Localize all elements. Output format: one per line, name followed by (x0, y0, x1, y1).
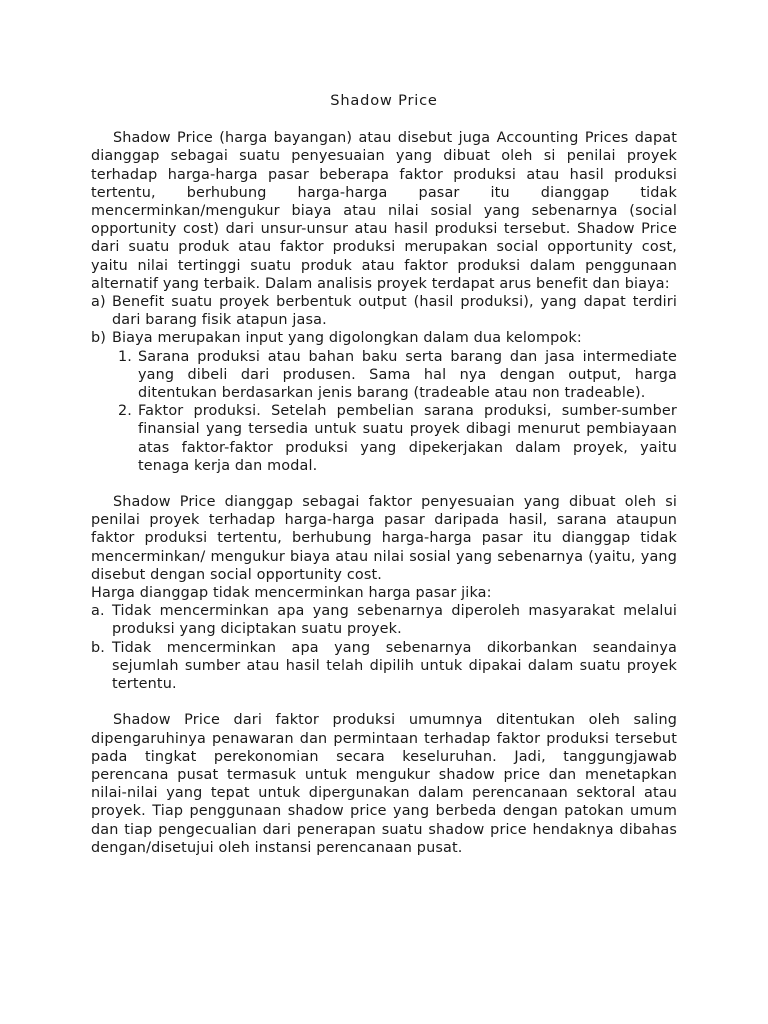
list-item (91, 639, 677, 694)
list-item-text: Biaya merupakan input yang digolongkan dalam dua kelompok: (112, 330, 582, 347)
list-item-text: Sarana produksi atau bahan baku serta barang dan jasa intermediate yang dibeli dari produsen. Sama hal nya dengan output, harga ditentukan berdasarkan jenis barang (tradeable atau non tradeable). (138, 348, 677, 402)
sublist-item (118, 348, 677, 403)
list-item (91, 602, 677, 638)
list-item-text: Faktor produksi. Setelah pembelian sarana produksi, sumber-sumber finansial yang tersedia untuk suatu proyek dibagi menurut pembiayaan atas faktor-faktor produksi yang dipekerjakan dalam proyek, yaitu tenaga kerja dan modal. (138, 403, 677, 474)
paragraph-gap (91, 693, 677, 711)
list-marker: b. (91, 639, 106, 656)
list-marker: b) (91, 330, 107, 347)
paragraph-3: Shadow Price dari faktor produksi umumnya ditentukan oleh saling dipengaruhinya penawaran dan permintaan terhadap faktor produksi tersebut pada tingkat perekonomian secara keseluruhan. Jadi, tanggungjawab perencana pusat termasuk untuk mengukur shadow price dan menetapkan nilai-nilai yang tepat untuk dipergunakan dalam perencanaan sektoral atau proyek. Tiap penggunaan shadow price yang berbeda dengan patokan umum dan tiap pengecualian dari penerapan suatu shadow price hendaknya dibahas dengan/disetujui oleh instansi perencanaan pusat. (91, 712, 677, 856)
list-item-text: Tidak mencerminkan apa yang sebenarnya dikorbankan seandainya sejumlah sumber atau hasil telah dipilih untuk dipakai dalam suatu proyek tertentu. (112, 639, 677, 693)
list-marker: a) (91, 294, 106, 311)
page-title: Shadow Price (330, 92, 438, 109)
numbered-sublist (118, 348, 677, 475)
paragraph-gap (91, 475, 677, 493)
document-page (91, 92, 677, 857)
sublist-item (118, 402, 677, 475)
list-item (91, 329, 677, 347)
list-marker: 2. (118, 403, 133, 420)
list-marker: a. (91, 603, 105, 620)
list-marker: 1. (118, 348, 133, 365)
list-intro: Harga dianggap tidak mencerminkan harga pasar jika: (91, 585, 492, 602)
paragraph-2: Shadow Price dianggap sebagai faktor penyesuaian yang dibuat oleh si penilai proyek terhadap harga-harga pasar daripada hasil, sarana ataupun faktor produksi tertentu, berhubung harga-harga pasar itu dianggap tidak mencerminkan/ mengukur biaya atau nilai sosial yang sebenarnya (yaitu, yang disebut dengan social opportunity cost. (91, 494, 677, 583)
list-item (91, 293, 677, 329)
list-item-text: Benefit suatu proyek berbentuk output (hasil produksi), yang dapat terdiri dari barang fisik atapun jasa. (112, 294, 677, 329)
paragraph-1: Shadow Price (harga bayangan) atau disebut juga Accounting Prices dapat dianggap sebagai suatu penyesuaian yang dibuat oleh si penilai proyek terhadap harga-harga pasar beberapa faktor produksi atau hasil produksi tertentu, berhubung harga-harga pasar itu dianggap tidak mencerminkan/mengukur biaya atau nilai sosial yang sebenarnya (social opportunity cost) dari unsur-unsur atau hasil produksi tersebut. Shadow Price dari suatu produk atau faktor produksi merupakan social opportunity cost, yaitu nilai tertinggi suatu produk atau faktor produksi dalam penggunaan alternatif yang terbaik. Dalam analisis proyek terdapat arus benefit dan biaya: (91, 130, 677, 292)
list-item-text: Tidak mencerminkan apa yang sebenarnya diperoleh masyarakat melalui produksi yang diciptakan suatu proyek. (112, 603, 677, 638)
